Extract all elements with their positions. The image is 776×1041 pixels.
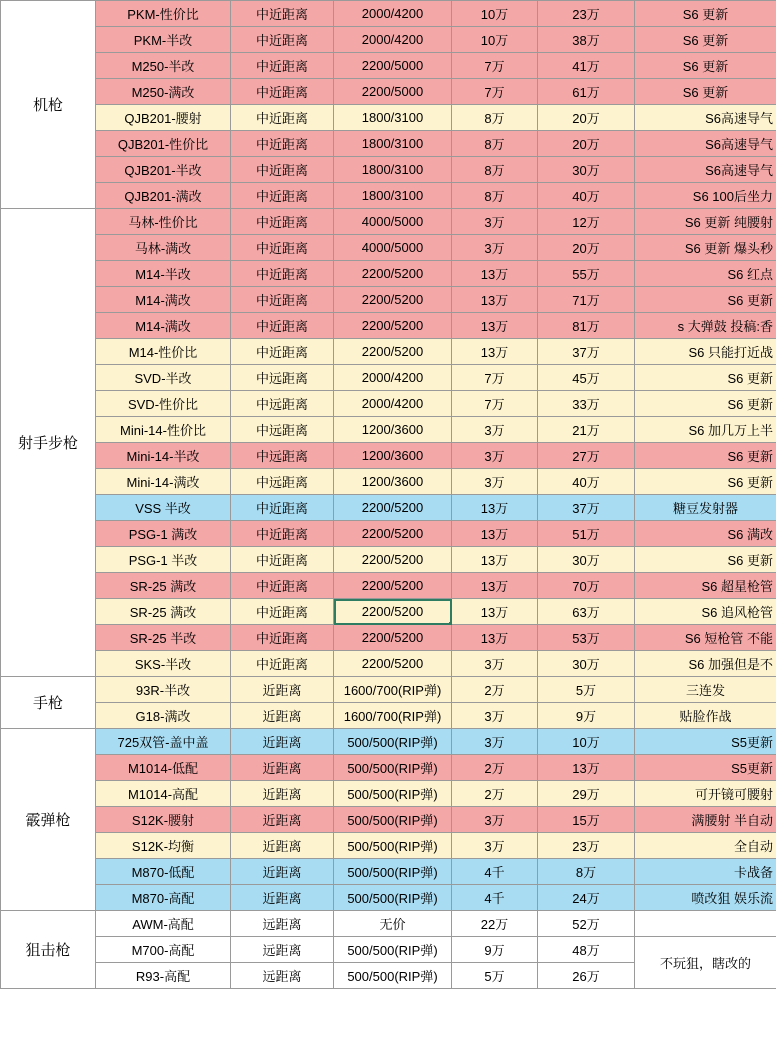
range-cell[interactable]: 中近距离 [231, 131, 334, 157]
cost-cell[interactable]: 3万 [452, 469, 538, 495]
cost-cell[interactable]: 4千 [452, 885, 538, 911]
total-price-cell[interactable]: 21万 [538, 417, 635, 443]
note-cell[interactable]: 喷改狙 娱乐流 [635, 885, 776, 911]
weapon-name-cell[interactable]: 马林-满改 [96, 235, 231, 261]
total-price-cell[interactable]: 8万 [538, 859, 635, 885]
table-row [1, 729, 776, 755]
cost-cell[interactable]: 3万 [452, 703, 538, 729]
damage-cell[interactable]: 2200/5200 [334, 651, 452, 677]
weapon-name-cell[interactable]: QJB201-半改 [96, 157, 231, 183]
damage-cell[interactable]: 1800/3100 [334, 157, 452, 183]
cost-cell[interactable]: 8万 [452, 183, 538, 209]
total-price-cell[interactable]: 52万 [538, 911, 635, 937]
damage-cell[interactable]: 4000/5000 [334, 209, 452, 235]
weapon-name-cell[interactable]: M870-高配 [96, 885, 231, 911]
table-row [1, 417, 776, 443]
total-price-cell[interactable]: 40万 [538, 469, 635, 495]
range-cell[interactable]: 中近距离 [231, 209, 334, 235]
category-cell[interactable]: 手枪 [1, 677, 96, 729]
range-cell[interactable]: 近距离 [231, 781, 334, 807]
total-price-cell[interactable]: 29万 [538, 781, 635, 807]
weapon-name-cell[interactable]: M14-满改 [96, 313, 231, 339]
range-cell[interactable]: 中远距离 [231, 365, 334, 391]
cost-cell[interactable]: 8万 [452, 157, 538, 183]
note-cell[interactable]: 糖豆发射器 [635, 495, 776, 521]
cost-cell[interactable]: 3万 [452, 807, 538, 833]
cost-cell[interactable]: 2万 [452, 755, 538, 781]
note-cell[interactable]: S6 短枪管 不能 [635, 625, 776, 651]
weapon-name-cell[interactable]: SR-25 满改 [96, 599, 231, 625]
cost-cell[interactable]: 8万 [452, 131, 538, 157]
total-price-cell[interactable]: 70万 [538, 573, 635, 599]
damage-cell[interactable]: 2000/4200 [334, 27, 452, 53]
note-cell[interactable]: S6高速导气 [635, 105, 776, 131]
weapon-name-cell[interactable]: Mini-14-满改 [96, 469, 231, 495]
total-price-cell[interactable]: 30万 [538, 651, 635, 677]
weapon-name-cell[interactable]: R93-高配 [96, 963, 231, 989]
table-row [1, 261, 776, 287]
note-cell[interactable]: S6 加强但是不 [635, 651, 776, 677]
range-cell[interactable]: 远距离 [231, 963, 334, 989]
range-cell[interactable]: 中远距离 [231, 417, 334, 443]
range-cell[interactable]: 中近距离 [231, 599, 334, 625]
table-row [1, 625, 776, 651]
range-cell[interactable]: 中近距离 [231, 287, 334, 313]
damage-cell[interactable]: 500/500(RIP弹) [334, 885, 452, 911]
cost-cell[interactable]: 7万 [452, 79, 538, 105]
range-cell[interactable]: 中近距离 [231, 313, 334, 339]
range-cell[interactable]: 中近距离 [231, 625, 334, 651]
range-cell[interactable]: 中近距离 [231, 235, 334, 261]
table-row [1, 235, 776, 261]
note-cell[interactable]: 卡战备 [635, 859, 776, 885]
cost-cell[interactable]: 13万 [452, 521, 538, 547]
total-price-cell[interactable]: 30万 [538, 547, 635, 573]
cost-cell[interactable]: 13万 [452, 547, 538, 573]
note-cell[interactable]: S6 只能打近战 [635, 339, 776, 365]
note-cell[interactable]: S6 超星枪管 [635, 573, 776, 599]
damage-cell[interactable]: 4000/5000 [334, 235, 452, 261]
damage-cell[interactable]: 1200/3600 [334, 443, 452, 469]
damage-cell[interactable]: 1800/3100 [334, 105, 452, 131]
note-cell[interactable]: S6 更新 [635, 469, 776, 495]
weapon-name-cell[interactable]: QJB201-性价比 [96, 131, 231, 157]
category-cell[interactable]: 狙击枪 [1, 911, 96, 989]
total-price-cell[interactable]: 45万 [538, 365, 635, 391]
note-cell[interactable]: S5更新 [635, 755, 776, 781]
table-row [1, 807, 776, 833]
damage-cell[interactable]: 2200/5200 [334, 573, 452, 599]
table-row [1, 573, 776, 599]
weapon-name-cell[interactable]: PKM-性价比 [96, 1, 231, 27]
table-row [1, 27, 776, 53]
table-row [1, 131, 776, 157]
cost-cell[interactable]: 5万 [452, 963, 538, 989]
table-row [1, 209, 776, 235]
range-cell[interactable]: 中近距离 [231, 547, 334, 573]
cost-cell[interactable]: 3万 [452, 443, 538, 469]
table-row [1, 183, 776, 209]
cost-cell[interactable]: 3万 [452, 729, 538, 755]
total-price-cell[interactable]: 5万 [538, 677, 635, 703]
damage-cell[interactable]: 2200/5000 [334, 53, 452, 79]
total-price-cell[interactable]: 71万 [538, 287, 635, 313]
cost-cell[interactable]: 13万 [452, 495, 538, 521]
range-cell[interactable]: 近距离 [231, 807, 334, 833]
damage-cell[interactable]: 2000/4200 [334, 365, 452, 391]
total-price-cell[interactable]: 61万 [538, 79, 635, 105]
table-row [1, 885, 776, 911]
cost-cell[interactable]: 7万 [452, 365, 538, 391]
damage-cell[interactable]: 2200/5200 [334, 287, 452, 313]
category-cell[interactable]: 射手步枪 [1, 209, 96, 677]
weapon-name-cell[interactable]: AWM-高配 [96, 911, 231, 937]
damage-cell[interactable]: 2200/5200 [334, 599, 452, 625]
weapon-name-cell[interactable]: 马林-性价比 [96, 209, 231, 235]
weapon-name-cell[interactable]: M250-满改 [96, 79, 231, 105]
total-price-cell[interactable]: 41万 [538, 53, 635, 79]
damage-cell[interactable]: 500/500(RIP弹) [334, 963, 452, 989]
damage-cell[interactable]: 500/500(RIP弹) [334, 833, 452, 859]
range-cell[interactable]: 远距离 [231, 937, 334, 963]
range-cell[interactable]: 近距离 [231, 729, 334, 755]
note-cell[interactable]: 全自动 [635, 833, 776, 859]
weapon-name-cell[interactable]: M14-半改 [96, 261, 231, 287]
table-row [1, 781, 776, 807]
weapon-name-cell[interactable]: S12K-腰射 [96, 807, 231, 833]
weapon-name-cell[interactable]: S12K-均衡 [96, 833, 231, 859]
cost-cell[interactable]: 13万 [452, 339, 538, 365]
cost-cell[interactable]: 10万 [452, 27, 538, 53]
weapon-name-cell[interactable]: M870-低配 [96, 859, 231, 885]
damage-cell[interactable]: 500/500(RIP弹) [334, 937, 452, 963]
damage-cell[interactable]: 2200/5000 [334, 79, 452, 105]
total-price-cell[interactable]: 15万 [538, 807, 635, 833]
note-cell[interactable]: S6高速导气 [635, 157, 776, 183]
range-cell[interactable]: 近距离 [231, 833, 334, 859]
damage-cell[interactable]: 500/500(RIP弹) [334, 807, 452, 833]
category-cell[interactable]: 霰弹枪 [1, 729, 96, 911]
note-cell[interactable]: S5更新 [635, 729, 776, 755]
table-row [1, 105, 776, 131]
total-price-cell[interactable]: 10万 [538, 729, 635, 755]
table-row [1, 911, 776, 937]
note-cell[interactable]: S6 更新 [635, 79, 776, 105]
cost-cell[interactable]: 7万 [452, 53, 538, 79]
range-cell[interactable]: 中近距离 [231, 521, 334, 547]
table-row [1, 547, 776, 573]
weapon-name-cell[interactable]: VSS 半改 [96, 495, 231, 521]
total-price-cell[interactable]: 9万 [538, 703, 635, 729]
total-price-cell[interactable]: 51万 [538, 521, 635, 547]
range-cell[interactable]: 近距离 [231, 677, 334, 703]
note-cell[interactable]: S6 更新 [635, 1, 776, 27]
cost-cell[interactable]: 7万 [452, 391, 538, 417]
note-cell[interactable]: S6 更新 [635, 27, 776, 53]
range-cell[interactable]: 中近距离 [231, 27, 334, 53]
note-cell[interactable]: S6 更新 纯腰射 [635, 209, 776, 235]
cost-cell[interactable]: 3万 [452, 417, 538, 443]
damage-cell[interactable]: 500/500(RIP弹) [334, 729, 452, 755]
note-cell[interactable]: S6 更新 [635, 287, 776, 313]
table-row [1, 313, 776, 339]
note-cell[interactable]: S6 加几万上半 [635, 417, 776, 443]
note-cell[interactable]: S6高速导气 [635, 131, 776, 157]
range-cell[interactable]: 中近距离 [231, 1, 334, 27]
weapon-name-cell[interactable]: M14-满改 [96, 287, 231, 313]
table-row [1, 495, 776, 521]
table-row [1, 599, 776, 625]
damage-cell[interactable]: 500/500(RIP弹) [334, 781, 452, 807]
note-cell[interactable]: 三连发 [635, 677, 776, 703]
total-price-cell[interactable]: 40万 [538, 183, 635, 209]
total-price-cell[interactable]: 23万 [538, 1, 635, 27]
damage-cell[interactable]: 2200/5200 [334, 261, 452, 287]
range-cell[interactable]: 中近距离 [231, 573, 334, 599]
total-price-cell[interactable]: 37万 [538, 339, 635, 365]
weapon-name-cell[interactable]: M1014-低配 [96, 755, 231, 781]
cost-cell[interactable]: 3万 [452, 651, 538, 677]
table-row [1, 651, 776, 677]
note-cell[interactable]: S6 更新 [635, 391, 776, 417]
weapon-name-cell[interactable]: SKS-半改 [96, 651, 231, 677]
table-row [1, 365, 776, 391]
table-row [1, 391, 776, 417]
damage-cell[interactable]: 2200/5200 [334, 521, 452, 547]
cost-cell[interactable]: 13万 [452, 625, 538, 651]
note-cell[interactable]: S6 满改 [635, 521, 776, 547]
total-price-cell[interactable]: 23万 [538, 833, 635, 859]
cost-cell[interactable]: 9万 [452, 937, 538, 963]
cost-cell[interactable]: 13万 [452, 313, 538, 339]
damage-cell[interactable]: 1800/3100 [334, 131, 452, 157]
total-price-cell[interactable]: 13万 [538, 755, 635, 781]
table-row [1, 677, 776, 703]
damage-cell[interactable]: 1200/3600 [334, 469, 452, 495]
cost-cell[interactable]: 4千 [452, 859, 538, 885]
note-cell[interactable]: 不玩狙，瞎改的 [635, 937, 776, 989]
damage-cell[interactable]: 无价 [334, 911, 452, 937]
table-row [1, 859, 776, 885]
damage-cell[interactable]: 1200/3600 [334, 417, 452, 443]
note-cell[interactable]: 满腰射 半自动 [635, 807, 776, 833]
damage-cell[interactable]: 2200/5200 [334, 339, 452, 365]
total-price-cell[interactable]: 53万 [538, 625, 635, 651]
note-cell[interactable]: S6 更新 [635, 443, 776, 469]
table-row [1, 521, 776, 547]
range-cell[interactable]: 中近距离 [231, 79, 334, 105]
note-cell[interactable]: 贴脸作战 [635, 703, 776, 729]
weapon-name-cell[interactable]: PKM-半改 [96, 27, 231, 53]
weapon-name-cell[interactable]: Mini-14-半改 [96, 443, 231, 469]
cost-cell[interactable]: 3万 [452, 209, 538, 235]
note-cell[interactable]: S6 100后坐力 [635, 183, 776, 209]
range-cell[interactable]: 中近距离 [231, 53, 334, 79]
weapon-name-cell[interactable]: SVD-半改 [96, 365, 231, 391]
cost-cell[interactable]: 13万 [452, 261, 538, 287]
cost-cell[interactable]: 13万 [452, 573, 538, 599]
total-price-cell[interactable]: 30万 [538, 157, 635, 183]
cost-cell[interactable]: 3万 [452, 235, 538, 261]
cost-cell[interactable]: 3万 [452, 833, 538, 859]
damage-cell[interactable]: 2200/5200 [334, 625, 452, 651]
note-cell[interactable]: s 大弹鼓 投稿:香 [635, 313, 776, 339]
cost-cell[interactable]: 2万 [452, 781, 538, 807]
cost-cell[interactable]: 13万 [452, 287, 538, 313]
range-cell[interactable]: 近距离 [231, 885, 334, 911]
range-cell[interactable]: 近距离 [231, 859, 334, 885]
total-price-cell[interactable]: 20万 [538, 235, 635, 261]
weapon-name-cell[interactable]: 725双管-盖中盖 [96, 729, 231, 755]
total-price-cell[interactable]: 27万 [538, 443, 635, 469]
weapon-name-cell[interactable]: G18-满改 [96, 703, 231, 729]
total-price-cell[interactable]: 37万 [538, 495, 635, 521]
total-price-cell[interactable]: 55万 [538, 261, 635, 287]
note-cell[interactable]: S6 更新 爆头秒 [635, 235, 776, 261]
total-price-cell[interactable]: 81万 [538, 313, 635, 339]
cost-cell[interactable]: 13万 [452, 599, 538, 625]
range-cell[interactable]: 近距离 [231, 703, 334, 729]
damage-cell[interactable]: 500/500(RIP弹) [334, 755, 452, 781]
damage-cell[interactable]: 2000/4200 [334, 391, 452, 417]
damage-cell[interactable]: 1800/3100 [334, 183, 452, 209]
weapon-name-cell[interactable]: PSG-1 满改 [96, 521, 231, 547]
weapon-name-cell[interactable]: QJB201-满改 [96, 183, 231, 209]
weapon-name-cell[interactable]: M14-性价比 [96, 339, 231, 365]
damage-cell[interactable]: 1600/700(RIP弹) [334, 703, 452, 729]
range-cell[interactable]: 中近距离 [231, 339, 334, 365]
range-cell[interactable]: 中近距离 [231, 183, 334, 209]
weapon-name-cell[interactable]: SVD-性价比 [96, 391, 231, 417]
category-cell[interactable]: 机枪 [1, 1, 96, 209]
table-row [1, 287, 776, 313]
range-cell[interactable]: 中近距离 [231, 157, 334, 183]
damage-cell[interactable]: 2200/5200 [334, 495, 452, 521]
weapon-name-cell[interactable]: 93R-半改 [96, 677, 231, 703]
range-cell[interactable]: 中近距离 [231, 495, 334, 521]
table-row [1, 1, 776, 27]
range-cell[interactable]: 中近距离 [231, 261, 334, 287]
weapon-name-cell[interactable]: SR-25 半改 [96, 625, 231, 651]
range-cell[interactable]: 中近距离 [231, 651, 334, 677]
total-price-cell[interactable]: 12万 [538, 209, 635, 235]
range-cell[interactable]: 近距离 [231, 755, 334, 781]
weapon-name-cell[interactable]: Mini-14-性价比 [96, 417, 231, 443]
damage-cell[interactable]: 2200/5200 [334, 313, 452, 339]
table-row [1, 755, 776, 781]
cost-cell[interactable]: 2万 [452, 677, 538, 703]
note-cell[interactable]: 可开镜可腰射 [635, 781, 776, 807]
damage-cell[interactable]: 500/500(RIP弹) [334, 859, 452, 885]
table-row [1, 53, 776, 79]
weapon-name-cell[interactable]: PSG-1 半改 [96, 547, 231, 573]
total-price-cell[interactable]: 33万 [538, 391, 635, 417]
weapon-name-cell[interactable]: M700-高配 [96, 937, 231, 963]
total-price-cell[interactable]: 20万 [538, 105, 635, 131]
table-row [1, 937, 776, 963]
cost-cell[interactable]: 8万 [452, 105, 538, 131]
note-cell[interactable] [635, 911, 776, 937]
table-row [1, 833, 776, 859]
range-cell[interactable]: 远距离 [231, 911, 334, 937]
note-cell[interactable]: S6 更新 [635, 53, 776, 79]
cost-cell[interactable]: 22万 [452, 911, 538, 937]
damage-cell[interactable]: 2000/4200 [334, 1, 452, 27]
damage-cell[interactable]: 2200/5200 [334, 547, 452, 573]
total-price-cell[interactable]: 26万 [538, 963, 635, 989]
weapon-name-cell[interactable]: M1014-高配 [96, 781, 231, 807]
total-price-cell[interactable]: 24万 [538, 885, 635, 911]
weapon-name-cell[interactable]: SR-25 满改 [96, 573, 231, 599]
total-price-cell[interactable]: 38万 [538, 27, 635, 53]
table-row [1, 339, 776, 365]
table-row [1, 469, 776, 495]
total-price-cell[interactable]: 20万 [538, 131, 635, 157]
note-cell[interactable]: S6 更新 [635, 365, 776, 391]
range-cell[interactable]: 中近距离 [231, 105, 334, 131]
total-price-cell[interactable]: 48万 [538, 937, 635, 963]
cost-cell[interactable]: 10万 [452, 1, 538, 27]
weapon-name-cell[interactable]: QJB201-腰射 [96, 105, 231, 131]
table-row [1, 443, 776, 469]
table-row [1, 79, 776, 105]
note-cell[interactable]: S6 红点 [635, 261, 776, 287]
weapon-name-cell[interactable]: M250-半改 [96, 53, 231, 79]
note-cell[interactable]: S6 更新 [635, 547, 776, 573]
range-cell[interactable]: 中远距离 [231, 443, 334, 469]
table-row [1, 703, 776, 729]
range-cell[interactable]: 中远距离 [231, 469, 334, 495]
range-cell[interactable]: 中远距离 [231, 391, 334, 417]
damage-cell[interactable]: 1600/700(RIP弹) [334, 677, 452, 703]
table-row [1, 157, 776, 183]
total-price-cell[interactable]: 63万 [538, 599, 635, 625]
note-cell[interactable]: S6 追风枪管 [635, 599, 776, 625]
